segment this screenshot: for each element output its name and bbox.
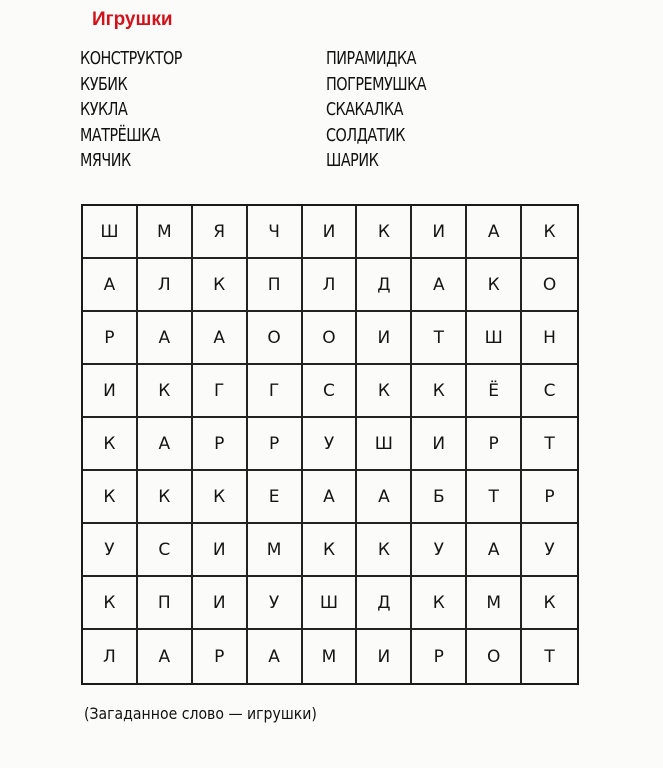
grid-cell[interactable]: К [522, 577, 577, 630]
grid-cell[interactable]: Т [522, 418, 577, 471]
grid-cell[interactable]: К [522, 206, 577, 259]
word-item: СКАКАЛКА [326, 100, 403, 120]
grid-cell[interactable]: У [412, 524, 467, 577]
grid-cell[interactable]: Л [303, 259, 358, 312]
grid-cell[interactable]: К [357, 524, 412, 577]
grid-cell[interactable]: А [303, 471, 358, 524]
word-item: КУКЛА [80, 100, 128, 120]
grid-cell[interactable]: К [138, 365, 193, 418]
grid-cell[interactable]: К [467, 259, 522, 312]
grid-cell[interactable]: М [467, 577, 522, 630]
grid-cell[interactable]: Ш [83, 206, 138, 259]
grid-cell[interactable]: А [138, 630, 193, 683]
grid-cell[interactable]: К [412, 365, 467, 418]
grid-cell[interactable]: И [303, 206, 358, 259]
grid-cell[interactable]: К [83, 418, 138, 471]
grid-cell[interactable]: М [248, 524, 303, 577]
grid-cell[interactable]: Р [83, 312, 138, 365]
word-list-column-1 [80, 47, 182, 175]
grid-cell[interactable]: Б [412, 471, 467, 524]
grid-cell[interactable]: Н [522, 312, 577, 365]
grid-cell[interactable]: К [303, 524, 358, 577]
word-list-column-2 [326, 47, 426, 175]
grid-cell[interactable]: Р [412, 630, 467, 683]
word-item: ШАРИК [326, 151, 379, 171]
grid-cell[interactable]: А [193, 312, 248, 365]
grid-cell[interactable]: Р [193, 418, 248, 471]
grid-cell[interactable]: К [357, 206, 412, 259]
grid-cell[interactable]: П [248, 259, 303, 312]
grid-cell[interactable]: А [412, 259, 467, 312]
grid-cell[interactable]: Г [193, 365, 248, 418]
grid-cell[interactable]: К [357, 365, 412, 418]
grid-cell[interactable]: К [83, 577, 138, 630]
grid-cell[interactable]: У [303, 418, 358, 471]
word-item: СОЛДАТИК [326, 125, 405, 146]
word-item: МЯЧИК [80, 151, 131, 171]
grid-cell[interactable]: И [357, 630, 412, 683]
grid-cell[interactable]: М [303, 630, 358, 683]
grid-cell[interactable]: И [193, 577, 248, 630]
grid-cell[interactable]: А [248, 630, 303, 683]
grid-cell[interactable]: А [467, 206, 522, 259]
grid-cell[interactable]: У [248, 577, 303, 630]
grid-cell[interactable]: С [138, 524, 193, 577]
grid-cell[interactable]: А [357, 471, 412, 524]
grid-cell[interactable]: Ш [467, 312, 522, 365]
grid-cell[interactable]: Т [467, 471, 522, 524]
grid-cell[interactable]: Р [193, 630, 248, 683]
grid-cell[interactable]: М [138, 206, 193, 259]
grid-cell[interactable]: А [138, 418, 193, 471]
grid-cell[interactable]: И [83, 365, 138, 418]
word-search-grid [81, 204, 579, 685]
grid-cell[interactable]: К [193, 259, 248, 312]
grid-cell[interactable]: С [303, 365, 358, 418]
grid-cell[interactable]: Ч [248, 206, 303, 259]
grid-cell[interactable]: Д [357, 577, 412, 630]
grid-cell[interactable]: И [357, 312, 412, 365]
grid-cell[interactable]: С [522, 365, 577, 418]
grid-cell[interactable]: Л [138, 259, 193, 312]
word-item: МАТРЁШКА [80, 125, 161, 146]
grid-cell[interactable]: Д [357, 259, 412, 312]
grid-cell[interactable]: Г [248, 365, 303, 418]
grid-cell[interactable]: А [467, 524, 522, 577]
grid-cell[interactable]: О [248, 312, 303, 365]
grid-cell[interactable]: П [138, 577, 193, 630]
grid-cell[interactable]: Л [83, 630, 138, 683]
grid-cell[interactable]: Ш [357, 418, 412, 471]
grid-cell[interactable]: Ш [303, 577, 358, 630]
grid-cell[interactable]: О [467, 630, 522, 683]
grid-cell[interactable]: У [522, 524, 577, 577]
grid-cell[interactable]: К [193, 471, 248, 524]
word-item: КУБИК [80, 74, 128, 95]
grid-cell[interactable]: Ё [467, 365, 522, 418]
grid-cell[interactable]: Т [412, 312, 467, 365]
grid-cell[interactable]: Я [193, 206, 248, 259]
grid-cell[interactable]: К [83, 471, 138, 524]
grid-cell[interactable]: Т [544, 646, 555, 667]
page-title: Игрушки [92, 9, 173, 30]
grid-cell[interactable]: О [522, 259, 577, 312]
grid-cell[interactable]: Е [248, 471, 303, 524]
word-item: ПОГРЕМУШКА [326, 74, 427, 95]
word-item: ПИРАМИДКА [326, 49, 416, 69]
grid-cell[interactable]: И [193, 524, 248, 577]
grid-cell[interactable]: Р [248, 418, 303, 471]
grid-cell[interactable]: А [83, 259, 138, 312]
grid-cell[interactable]: А [138, 312, 193, 365]
grid-cell[interactable]: К [412, 577, 467, 630]
grid-cell[interactable]: И [412, 418, 467, 471]
grid-cell[interactable]: У [83, 524, 138, 577]
caption: (Загаданное слово — игрушки) [84, 704, 317, 723]
grid-cell[interactable]: К [138, 471, 193, 524]
grid-cell[interactable]: Р [522, 471, 577, 524]
grid-cell[interactable]: О [303, 312, 358, 365]
grid-cell[interactable]: Р [467, 418, 522, 471]
word-item: КОНСТРУКТОР [80, 49, 182, 69]
grid-cell[interactable]: И [412, 206, 467, 259]
